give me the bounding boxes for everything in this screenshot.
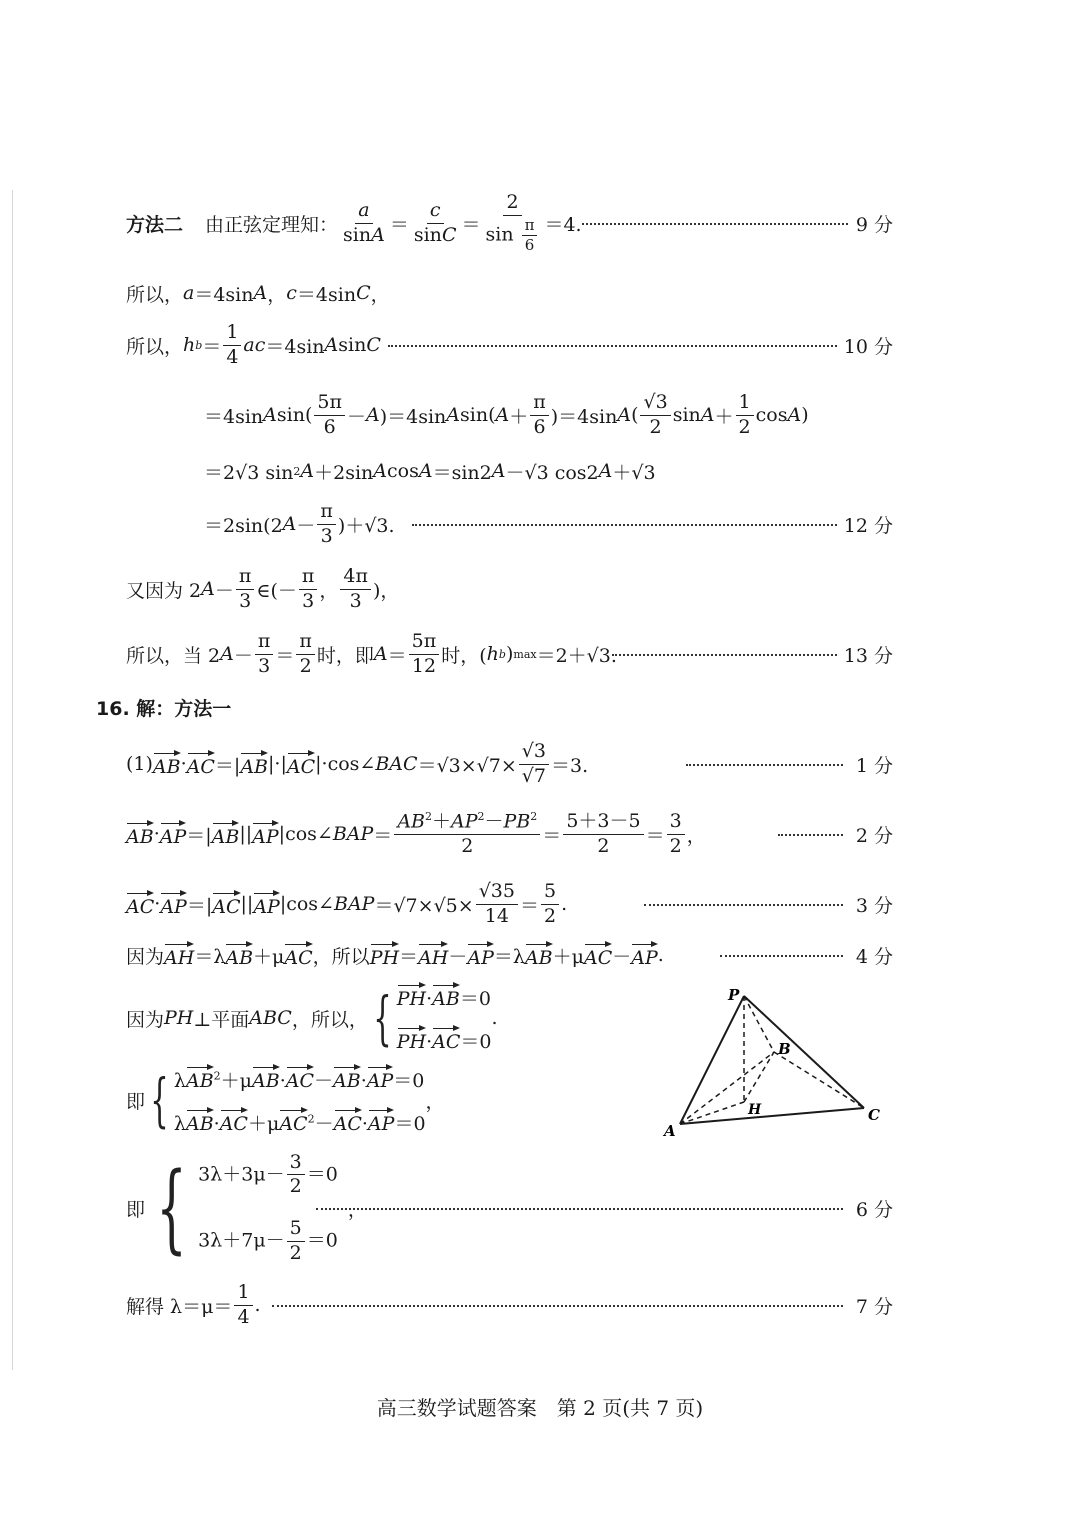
- edge-AC: [680, 1108, 864, 1124]
- frac-2-sin-pi6: 2 sin $\frac{\pi}{6}$: [483, 191, 543, 254]
- page-footer: 高三数学试题答案 第 2 页(共 7 页): [376, 1396, 704, 1420]
- score-2: 2 分: [855, 824, 893, 847]
- q16-heading: [0, 692, 1080, 722]
- q16-label: 16. 解：方法一: [96, 697, 232, 720]
- dot-leader: [388, 345, 837, 347]
- score-12: 12 分: [843, 514, 893, 537]
- line-a-c: 所以， a ＝4sin A ， c ＝4sin C ，: [126, 282, 390, 306]
- line-result: ＝2sin(2 A － $\frac{\pi}{3}$ )＋√3. 12 分: [204, 499, 893, 547]
- line-max: 所以，当 2 A － $\frac{\pi}{3}$ ＝ $\frac{\pi}{2}$ 时，即 A ＝ $\frac{5\pi}{12}$ 时，( h b ) max ＝2＋√3. 13 分: [126, 629, 893, 677]
- line-expand: ＝4sin A sin( $\frac{5\pi}{6}$ － A )＝4sin A sin( A ＋ $\frac{\pi}{6}$ )＝4sin A ( $\frac{√3}{2}$ sin A ＋ $\frac{1}{2}$ cos A ): [204, 390, 809, 438]
- dot-leader: [612, 654, 837, 656]
- line-perp: 因为 PH ⊥平面 ABC ，所以， { PH·AB＝0 PH·AC＝0 .: [126, 984, 498, 1053]
- edge-PC: [744, 996, 864, 1108]
- label-A: A: [664, 1122, 676, 1140]
- dot-leader: [582, 223, 848, 225]
- score-9: 9 分: [855, 213, 893, 236]
- frac-a-sinA: $\frac{a}{\sin A}$: [343, 198, 385, 246]
- score-10: 10 分: [843, 335, 893, 358]
- method-two-line: 方法二 由正弦定理知： $\frac{a}{\sin A}$ ＝ $\frac{c}{\sin C}$ ＝ 2 sin $\frac{\pi}{6}$ ＝4. 9 分: [0, 188, 1080, 258]
- line-simplify: ＝2√3 sin 2 A ＋2sin A cos A ＝sin2 A －√3 cos2 A ＋√3: [204, 460, 656, 484]
- score-3: 3 分: [855, 894, 893, 917]
- edge-PB: [744, 996, 774, 1052]
- dot-leader: [644, 904, 843, 906]
- sine-rule-prefix: 由正弦定理知：: [205, 213, 339, 236]
- score-7: 7 分: [855, 1295, 893, 1318]
- dot-leader: [686, 764, 843, 766]
- line-system1: 即 { λAB$^2$＋μAB·AC－AB·AP＝0 λAB·AC＋μAC$^2$－AC·AP＝0 ，: [126, 1066, 445, 1135]
- dot-leader: [272, 1305, 843, 1307]
- score-4: 4 分: [855, 945, 893, 968]
- line-range: 又因为 2 A － $\frac{\pi}{3}$ ∈(－ $\frac{\pi}{3}$ ， $\frac{4\pi}{3}$ )，: [126, 564, 400, 612]
- label-B: B: [778, 1040, 791, 1058]
- frac-c-sinC: $\frac{c}{\sin C}$: [413, 198, 457, 246]
- line-ac-ap: AC · AP ＝| AC || AP |cos∠ BAP ＝√7×√5× $\frac{√35}{14}$ ＝ $\frac{5}{2}$ . 3 分: [0, 878, 1080, 930]
- line-ab-ac: (1) AB · AC ＝| AB |·| AC |·cos∠ BAC ＝√3×√7× $\frac{√3}{√7}$ ＝3. 1 分: [0, 738, 1080, 790]
- score-1: 1 分: [855, 754, 893, 777]
- line-ab-ap: AB · AP ＝| AB || AP |cos∠ BAP ＝ $\frac{AB^2+AP^2-PB^2}{2}$ ＝ $\frac{5+3-5}{2}$ ＝ $\frac{3}{2}$ ， 2 分: [0, 808, 1080, 860]
- label-C: C: [868, 1106, 880, 1124]
- dot-leader: [778, 834, 843, 836]
- method-two-label: 方法二: [126, 213, 184, 236]
- segment-HB: [744, 1052, 774, 1102]
- dot-leader: [412, 524, 837, 526]
- label-P: P: [728, 986, 740, 1004]
- label-H: H: [748, 1102, 762, 1118]
- dot-leader: [316, 1208, 843, 1210]
- line-hb: 所以， h b ＝ $\frac{1}{4}$ ac ＝4sin A sin C 10 分: [126, 320, 893, 368]
- score-13: 13 分: [843, 644, 893, 667]
- dot-leader: [720, 955, 843, 957]
- tetrahedron-figure: [660, 984, 890, 1140]
- edge-BC: [774, 1052, 864, 1108]
- line-ah-ph: 因为 AH ＝λ AB ＋μ AC ，所以 PH ＝ AH － AP ＝λ AB ＋μ AC － AP . 4 分: [0, 938, 1080, 972]
- line-solution: 解得 λ＝μ＝ $\frac{1}{4}$ . 7 分: [0, 1280, 1080, 1330]
- score-6: 6 分: [855, 1198, 893, 1221]
- line-system2: 即 { 3λ＋3μ－ $\frac{3}{2}$ ＝0 3λ＋7μ－ $\frac{5}{2}$ ＝0 ， 6 分: [126, 1150, 893, 1264]
